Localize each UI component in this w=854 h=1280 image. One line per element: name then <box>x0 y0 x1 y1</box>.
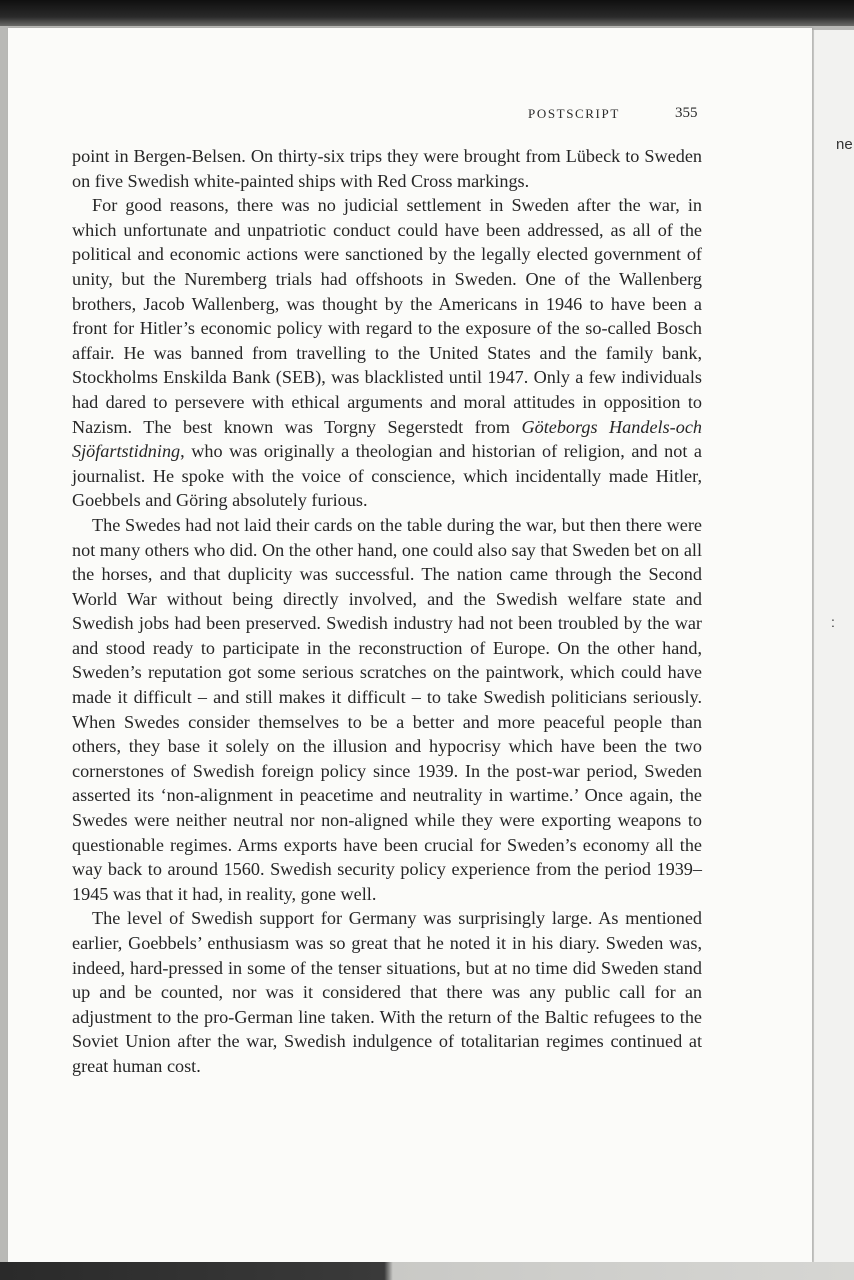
italic-title: Göteborgs Handels-och Sjöfartstidning <box>72 416 702 462</box>
paragraph-text: For good reasons, there was no judicial settlement in Sweden after the war, in which unfortunate and unpatriotic conduct could have been addressed, as all of the political and economic actions were sanctioned by the legally elected government of unity, but the Nuremberg trials had offshoots in Sweden. One of the Wallenberg brothers, Jacob Wallenberg, was thought by the Americans in 1946 to have been a front for Hitler’s economic policy with regard to the exposure of the so-called Bosch affair. He was banned from travelling to the United States and the family bank, Stockholms Enskilda Bank (SEB), was blacklisted until 1947. Only a few individuals had dared to persevere with ethical arguments and moral attitudes in opposition to Nazism. The best known was Torgny Segerstedt from <box>72 195 702 437</box>
adjacent-page-edge <box>812 30 854 1262</box>
paragraph <box>72 193 702 513</box>
adjacent-page-text-fragment: ne <box>836 136 853 153</box>
scan-top-edge <box>0 0 854 26</box>
paragraph-text: The Swedes had not laid their cards on the table during the war, but then there were not many others who did. On the other hand, one could also say that Sweden bet on all the horses, and that duplicity was successful. The nation came through the Second World War without being directly involved, and the Swedish welfare state and Swedish jobs had been preserved. Swedish industry had not been troubled by the war and stood ready to participate in the reconstruction of Europe. On the other hand, Sweden’s reputation got some serious scratches on the paintwork, which could have made it difficult – and still makes it difficult – to take Swedish politicians seriously. When Swedes consider themselves to be a better and more peaceful people than others, they base it solely on the illusion and hypocrisy which have been the two cornerstones of Swedish foreign policy since 1939. In the post-war period, Sweden asserted its ‘non-alignment in peacetime and neutrality in wartime.’ Once again, the Swedes were neither neutral nor non-aligned while they were exporting weapons to questionable regimes. Arms exports have been crucial for Sweden’s economy all the way back to around 1560. Swedish security policy experience from the period 1939–1945 was that it had, in reality, gone well. <box>72 514 702 904</box>
book-page <box>8 28 812 1262</box>
adjacent-page-text-fragment: : <box>831 614 835 630</box>
scan-bottom-edge <box>0 1262 854 1280</box>
page-number: 355 <box>675 105 698 121</box>
body-text <box>72 144 702 1079</box>
paragraph-text: The level of Swedish support for Germany was surprisingly large. As mentioned earlier, Goebbels’ enthusiasm was so great that he noted it in his diary. Sweden was, indeed, hard-pressed in some of the tenser situations, but at no time did Sweden stand up and be counted, nor was it considered that there was any public call for an adjustment to the pro-German line taken. With the return of the Baltic refugees to the Soviet Union after the war, Swedish indulgence of totalitarian regimes continued at great human cost. <box>72 908 702 1076</box>
paragraph-text: point in Bergen-Belsen. On thirty-six trips they were brought from Lübeck to Sweden on five Swedish white-painted ships with Red Cross markings. <box>72 146 702 191</box>
paragraph <box>72 513 702 907</box>
paragraph-text: , who was originally a theologian and historian of religion, and not a journalist. He spoke with the voice of conscience, which incidentally made Hitler, Goebbels and Göring absolutely furious. <box>72 441 702 511</box>
running-head: POSTSCRIPT <box>528 106 620 121</box>
paragraph <box>72 144 702 193</box>
paragraph <box>72 906 702 1078</box>
